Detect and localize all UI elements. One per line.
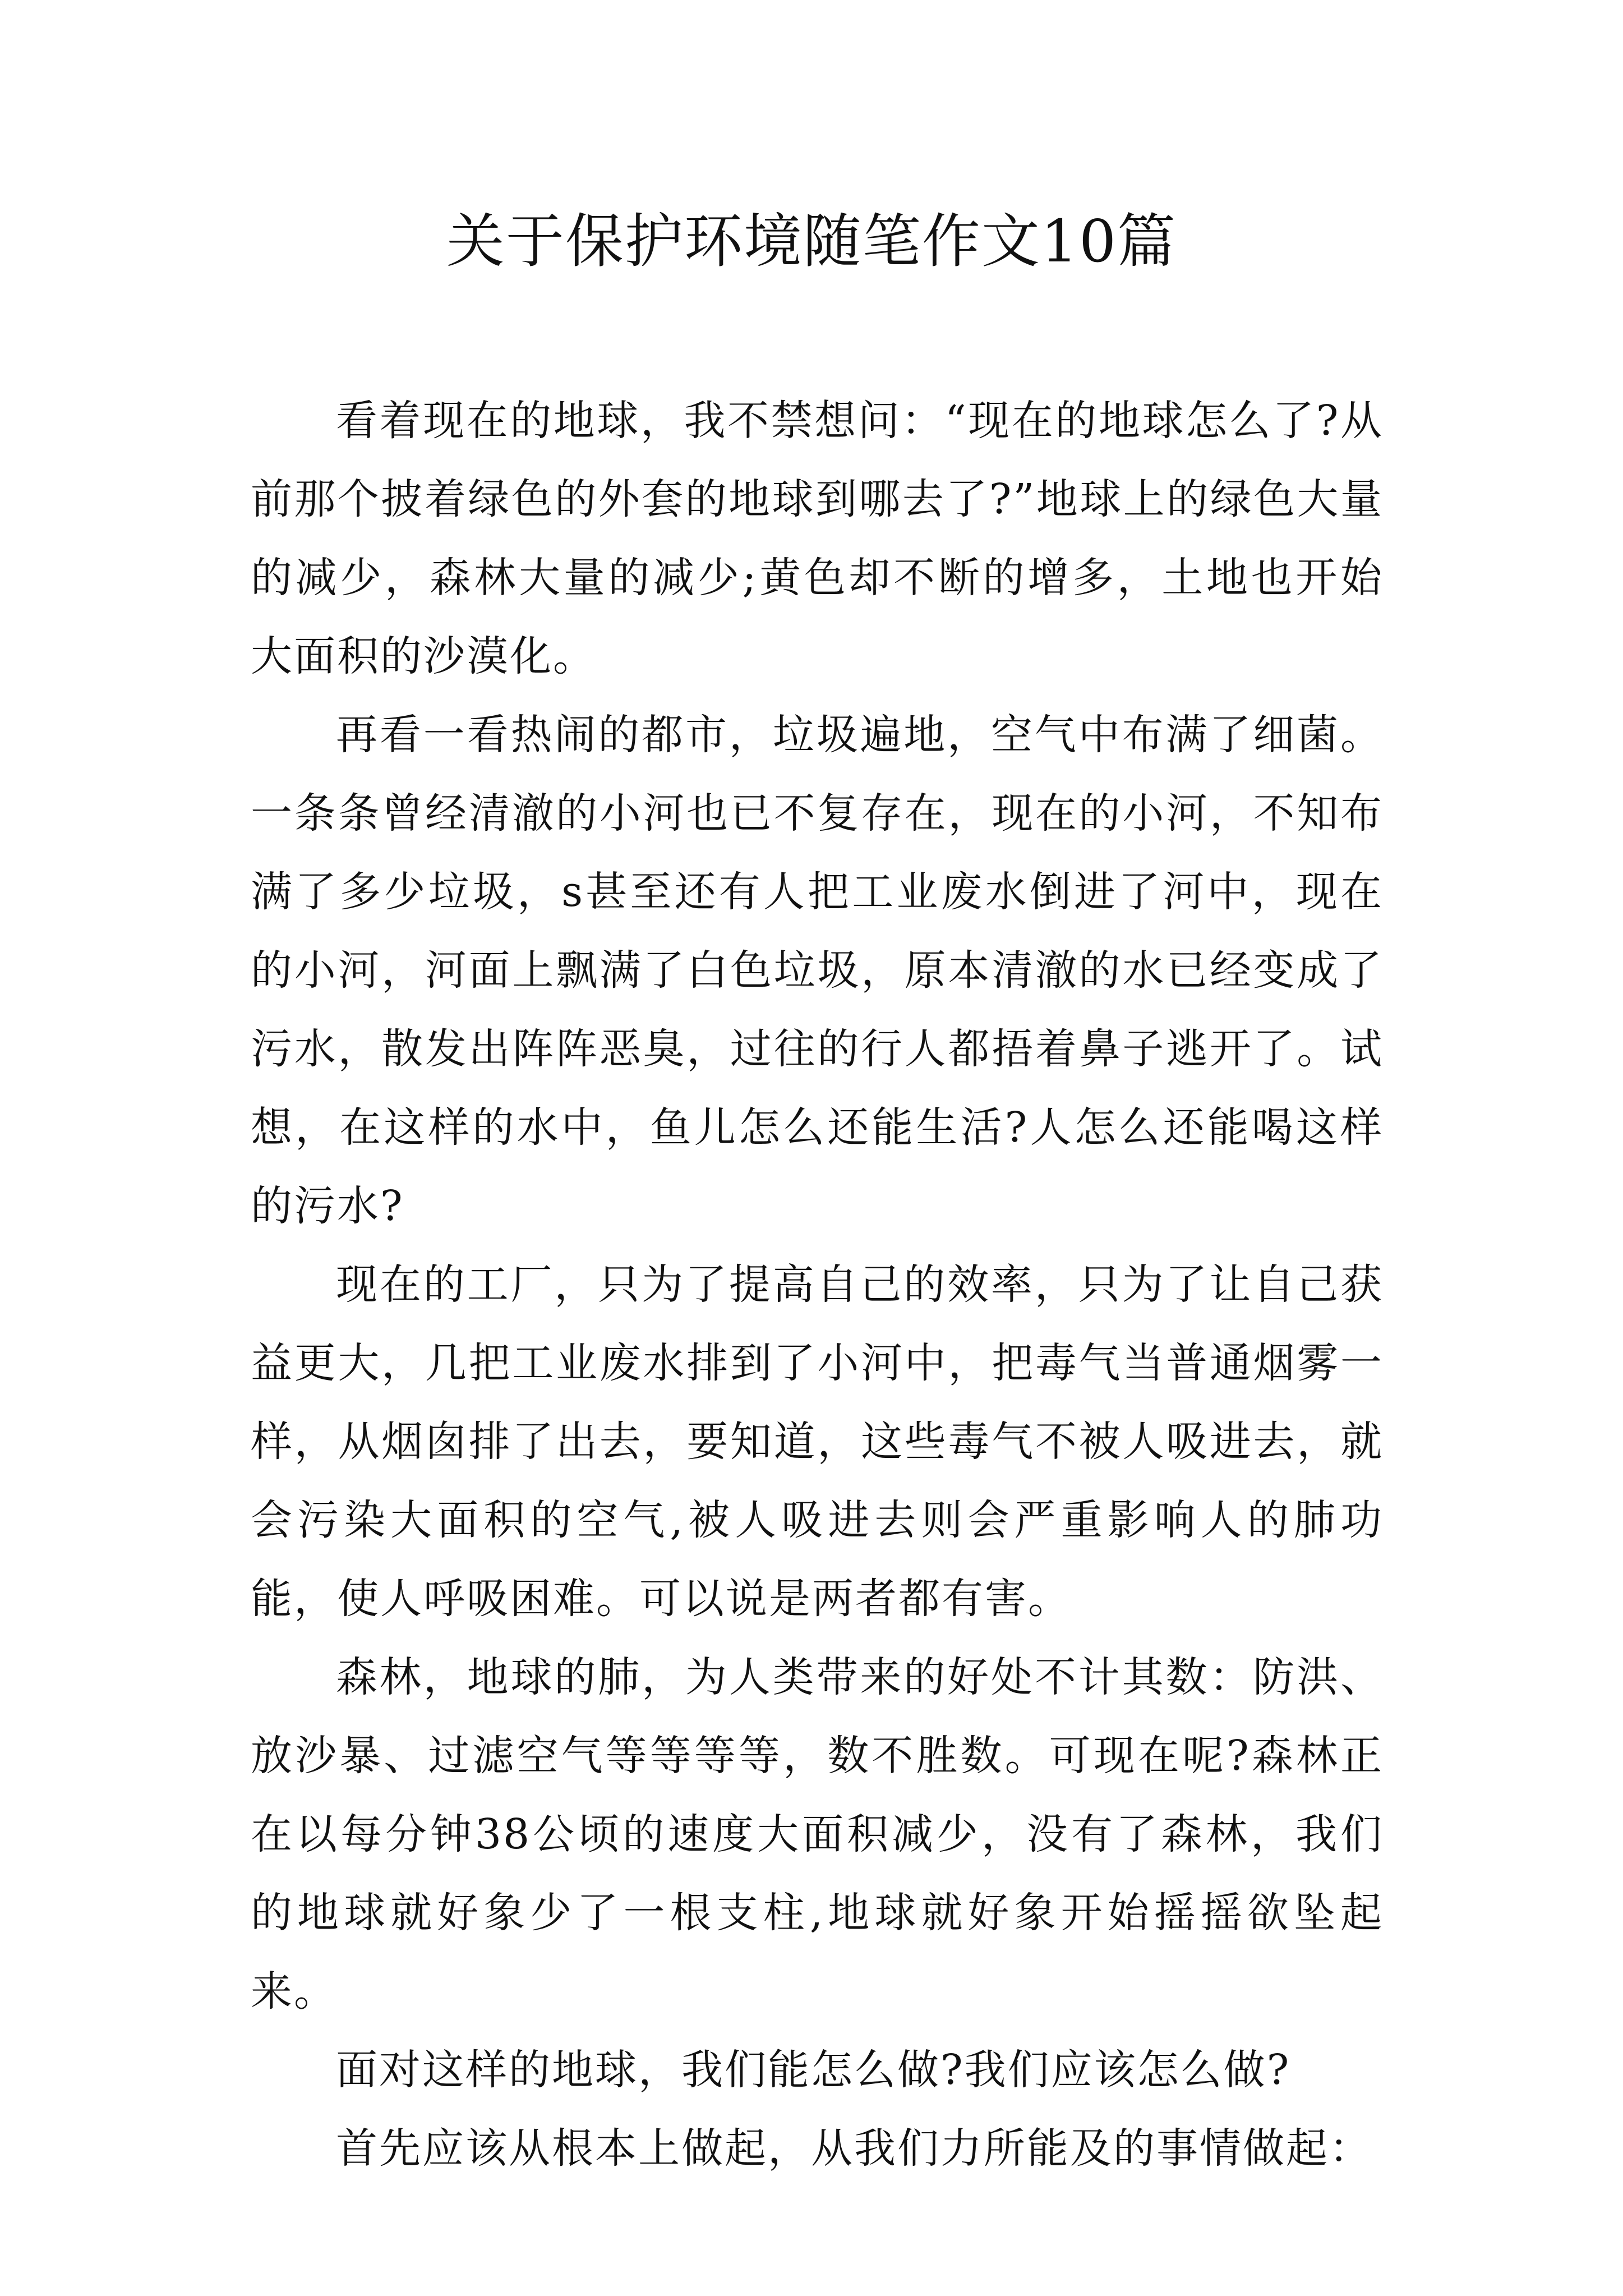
paragraph: 再看一看热闹的都市，垃圾遍地，空气中布满了细菌。一条条曾经清澈的小河也已不复存在，现在的小河，不知布满了多少垃圾，s甚至还有人把工业废水倒进了河中，现在的小河，河面上飘满了白色垃圾，原本清澈的水已经变成了污水，散发出阵阵恶臭，过往的行人都捂着鼻子逃开了。试想，在这样的水中，鱼儿怎么还能生活?人怎么还能喝这样的污水? [251,711,1384,1230]
paragraph: 看着现在的地球，我不禁想问：“现在的地球怎么了?从前那个披着绿色的外套的地球到哪去了?”地球上的绿色大量的减少，森林大量的减少;黄色却不断的增多，土地也开始大面积的沙漠化。 [251,397,1384,680]
paragraph: 首先应该从根本上做起，从我们力所能及的事情做起： [336,2124,1372,2173]
paragraph: 现在的工厂，只为了提高自己的效率，只为了让自己获益更大，几把工业废水排到了小河中，把毒气当普通烟雾一样，从烟囱排了出去，要知道，这些毒气不被人吸进去，就会污染大面积的空气,被人吸进去则会严重影响人的肺功能，使人呼吸困难。可以说是两者都有害。 [251,1260,1384,1623]
paragraph: 面对这样的地球，我们能怎么做?我们应该怎么做? [336,2046,1291,2094]
paragraph: 森林，地球的肺，为人类带来的好处不计其数：防洪、放沙暴、过滤空气等等等等，数不胜数。可现在呢?森林正在以每分钟38公顷的速度大面积减少，没有了森林，我们的地球就好象少了一根支柱,地球就好象开始摇摇欲坠起来。 [251,1653,1384,2016]
document-title: 关于保护环境随笔作文10篇 [446,207,1177,275]
document-body [251,381,1384,2188]
